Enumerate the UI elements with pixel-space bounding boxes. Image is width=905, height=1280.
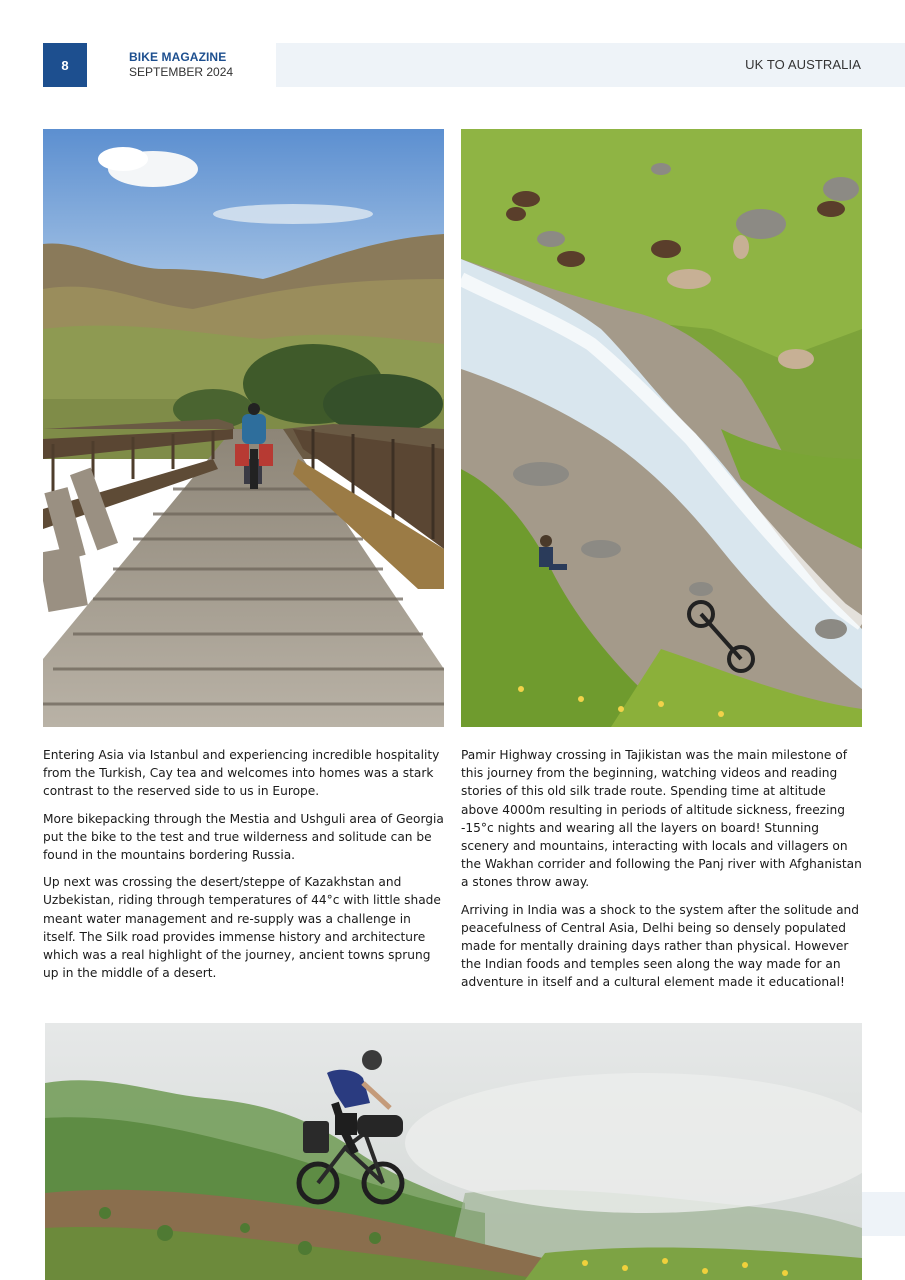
side-tab (862, 1192, 905, 1236)
article-column-right (461, 746, 865, 1001)
route-title: UK TO AUSTRALIA (745, 57, 861, 72)
magazine-masthead (129, 50, 233, 79)
bridge-cyclist-photo (43, 129, 444, 727)
header-bar (276, 43, 905, 87)
paragraph-turkey: Entering Asia via Istanbul and experiencing incredible hospitality from the Turkish, Cay tea and welcomes into homes was a stark contrast to the reserved side to us in Europe. (43, 748, 440, 799)
page-number: 8 (43, 43, 87, 87)
paragraph-georgia: More bikepacking through the Mestia and Ushguli area of Georgia put the bike to the test and true wilderness and solitude can be found in the mountains bordering Russia. (43, 811, 444, 863)
magazine-name: BIKE MAGAZINE (129, 50, 227, 64)
misty-hillside-rider-photo (45, 1023, 862, 1280)
issue-date: SEPTEMBER 2024 (129, 65, 234, 79)
paragraph-india: Arriving in India was a shock to the system after the solitude and peacefulness of Central Asia, Delhi being so densely populated made for mentally draining days rather than physical. However the Indian foods and temples seen along the way made for an adventure in itself and a cultural element made it educational! (461, 902, 860, 990)
paragraph-pamir: Pamir Highway crossing in Tajikistan was the main milestone of this journey from the beginning, watching videos and reading stories of this old silk trade route. Spending time at altitude above 4000m resulting in periods of altitude sickness, freezing -15°c nights and wearing all the layers on board! Stunning scenery and mountains, interacting with locals and villagers on the Wakhan corrider and following the Panj river with Afghanistan a stones throw away. (461, 748, 862, 890)
article-column-left (43, 746, 447, 991)
mountain-stream-photo (461, 129, 862, 727)
paragraph-central-asia: Up next was crossing the desert/steppe of Kazakhstan and Uzbekistan, riding through temperatures of 44°c with little shade meant water management and re-supply was a challenge in itself. The Silk road provides immense history and architecture which was a real highlight of the journey, ancient towns sprung up in the middle of a desert. (43, 875, 441, 981)
